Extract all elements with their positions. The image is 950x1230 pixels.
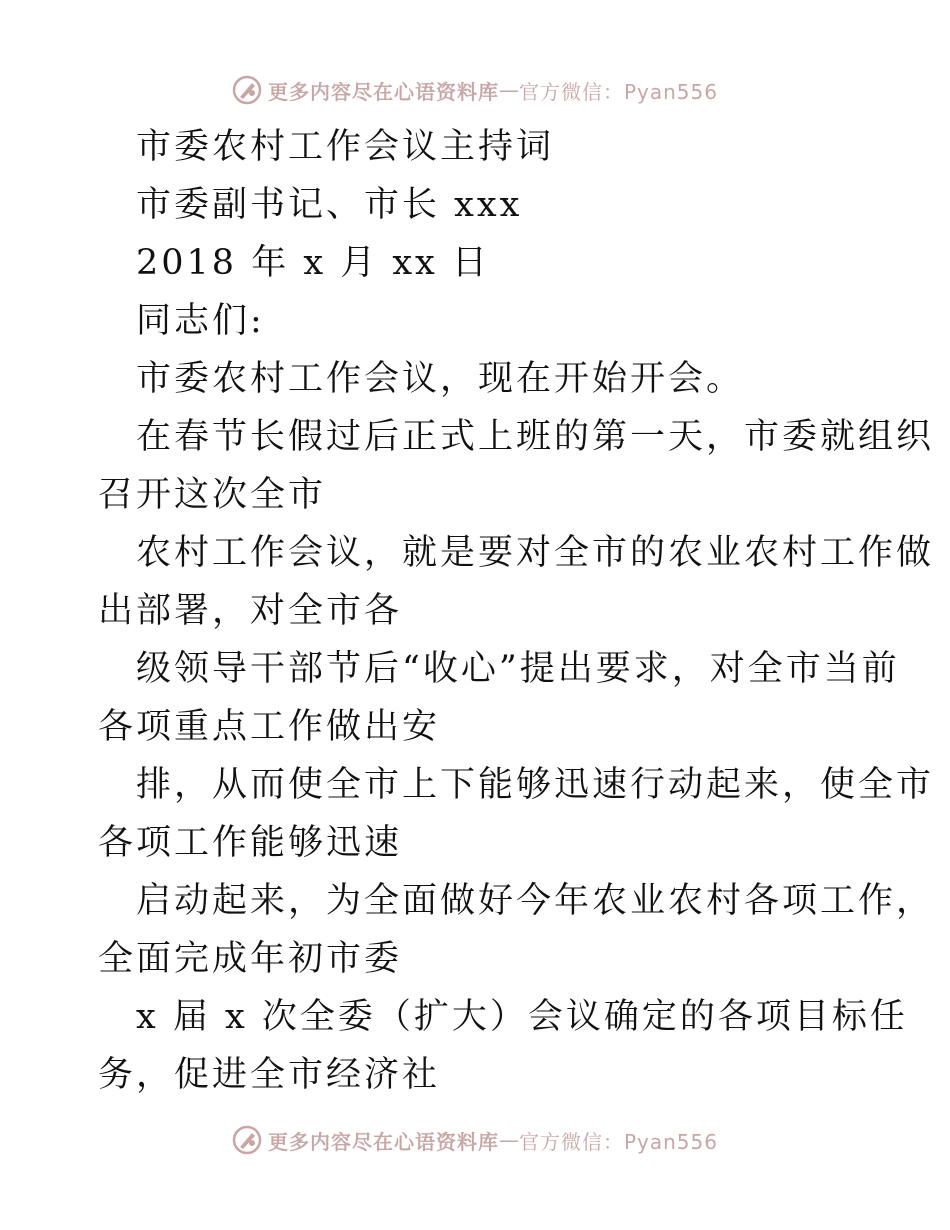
paragraph-line: x 届 x 次全委（扩大）会议确定的各项目标任 (136, 997, 908, 1037)
paragraph-line: 各项重点工作做出安 (98, 707, 441, 747)
paragraph-line: 级领导干部节后“收心”提出要求，对全市当前 (136, 649, 900, 689)
paragraph-line: 出部署，对全市各 (98, 591, 403, 631)
paragraph-line: 各项工作能够迅速 (98, 823, 403, 863)
salutation: 同志们: (136, 301, 265, 341)
watermark-wechat: 官方微信：Pyan556 (518, 79, 718, 104)
paragraph-line: 排，从而使全市上下能够迅速行动起来，使全市 (136, 765, 935, 805)
watermark-dash: — (498, 1128, 519, 1152)
watermark-dash: — (498, 78, 519, 102)
quill-pen-logo-icon (232, 75, 262, 105)
watermark-site-name: 更多内容尽在心语资料库 (267, 1129, 499, 1154)
watermark-footer (0, 1122, 950, 1158)
paragraph-line: 启动起来，为全面做好今年农业农村各项工作， (136, 881, 935, 921)
paragraph-line: 召开这次全市 (98, 475, 327, 515)
quill-pen-logo-icon (232, 1125, 262, 1155)
document-body (98, 118, 935, 1104)
paragraph-line: 市委农村工作会议，现在开始开会。 (136, 359, 745, 399)
speaker-line: 市委副书记、市长 xxx (136, 185, 523, 225)
date-line: 2018 年 x 月 xx 日 (136, 243, 490, 283)
watermark-header (0, 72, 950, 108)
document-title: 市委农村工作会议主持词 (136, 127, 555, 167)
paragraph-line: 务，促进全市经济社 (98, 1055, 441, 1095)
paragraph-line: 农村工作会议，就是要对全市的农业农村工作做 (136, 533, 935, 573)
paragraph-line: 在春节长假过后正式上班的第一天，市委就组织 (136, 417, 935, 457)
watermark-site-name: 更多内容尽在心语资料库 (267, 79, 499, 104)
watermark-wechat: 官方微信：Pyan556 (518, 1129, 718, 1154)
paragraph-line: 全面完成年初市委 (98, 939, 403, 979)
